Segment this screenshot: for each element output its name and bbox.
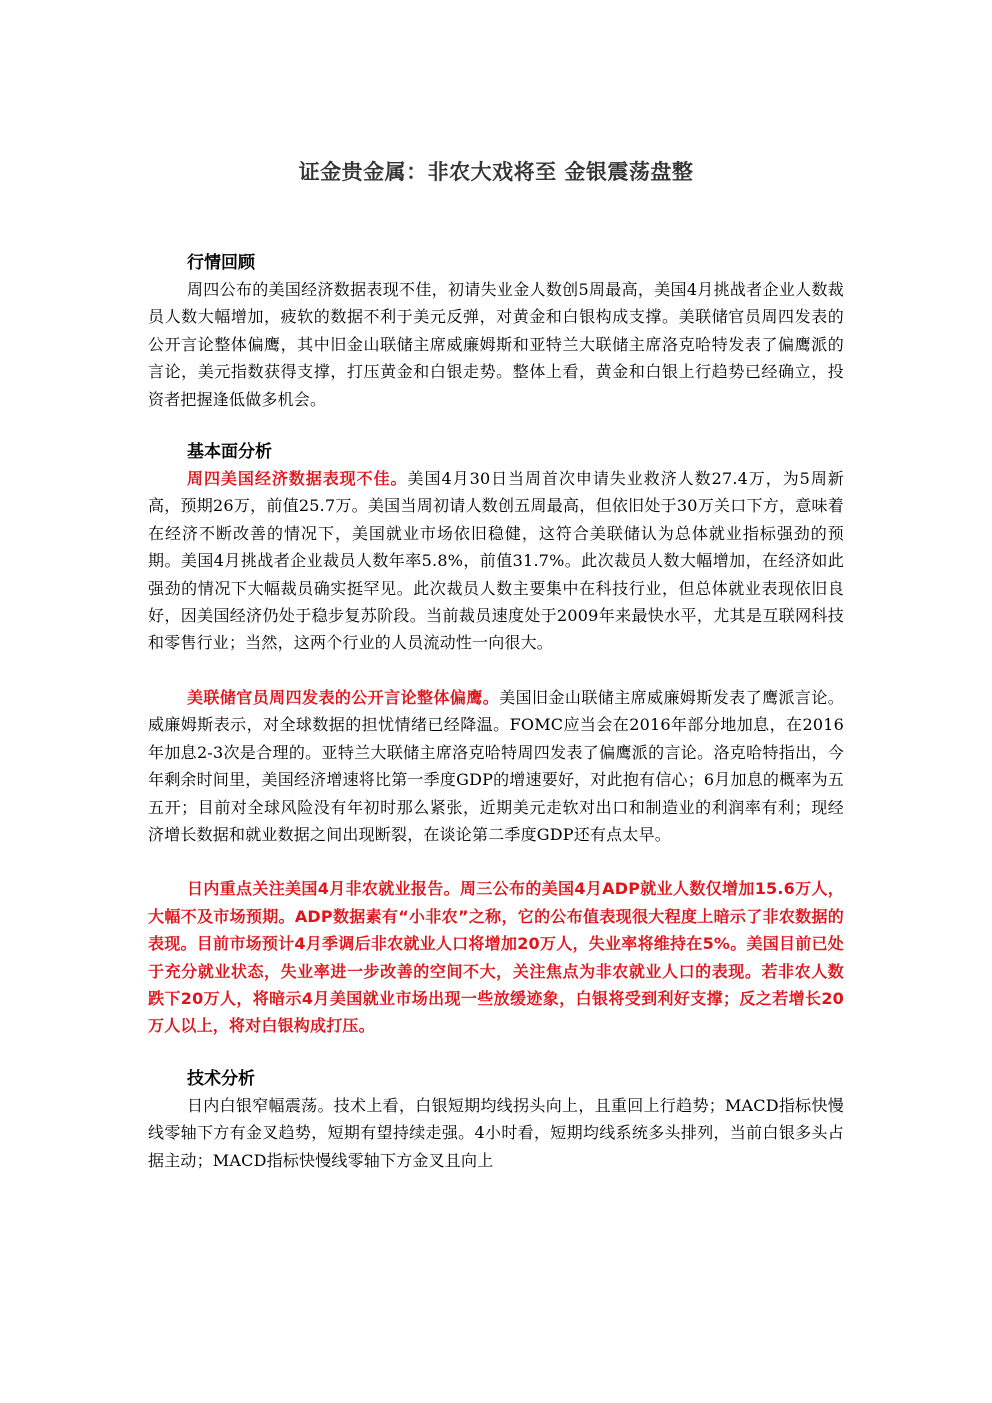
section-technical-analysis: [148, 1066, 844, 1174]
paragraph-text: 美国4月30日当周首次申请失业救济人数27.4万，为5周新高，预期26万，前值25.7万。美国当周初请人数创五周最高，但依旧处于30万关口下方，意味着在经济不断改善的情况下，美国就业市场依旧稳健，这符合美联储认为总体就业指标强劲的预期。美国4月挑战者企业裁员人数年率5.8%，前值31.7%。此次裁员人数大幅增加，在经济如此强劲的情况下大幅裁员确实挺罕见。此次裁员人数主要集中在科技行业，但总体就业表现依旧良好，因美国经济仍处于稳步复苏阶段。当前裁员速度处于2009年来最快水平，尤其是互联网科技和零售行业；当然，这两个行业的人员流动性一向很大。: [148, 469, 844, 653]
paragraph-text: 美国旧金山联储主席威廉姆斯发表了鹰派言论。威廉姆斯表示，对全球数据的担忧情绪已经降温。FOMC应当会在2016年部分地加息，在2016年加息2-3次是合理的。亚特兰大联储主席洛克哈特周四发表了偏鹰派的言论。洛克哈特指出，今年剩余时间里，美国经济增速将比第一季度GDP的增速要好，对此抱有信心；6月加息的概率为五五开；目前对全球风险没有年初时那么紧张，近期美元走软对出口和制造业的利润率有利；现经济增长数据和就业数据之间出现断裂，在谈论第二季度GDP还有点太早。: [148, 687, 844, 844]
paragraph-text: 周四公布的美国经济数据表现不佳，初请失业金人数创5周最高，美国4月挑战者企业人数裁员人数大幅增加，疲软的数据不利于美元反弹，对黄金和白银构成支撑。美联储官员周四发表的公开言论整体偏鹰，其中旧金山联储主席威廉姆斯和亚特兰大联储主席洛克哈特发表了偏鹰派的言论，美元指数获得支撑，打压黄金和白银走势。整体上看，黄金和白银上行趋势已经确立，投资者把握逢低做多机会。: [148, 280, 844, 409]
paragraph: [148, 276, 844, 413]
paragraph-lead-highlight: 美联储官员周四发表的公开言论整体偏鹰。: [187, 687, 500, 707]
paragraph-lead-highlight: 周四美国经济数据表现不佳。: [187, 469, 408, 489]
spacer: [148, 848, 844, 875]
paragraph-text: 日内白银窄幅震荡。技术上看，白银短期均线拐头向上，且重回上行趋势；MACD指标快慢线零轴下方有金叉趋势，短期有望持续走强。4小时看，短期均线系统多头排列，当前白银多头占据主动；MACD指标快慢线零轴下方金叉且向上: [148, 1095, 844, 1170]
spacer: [148, 413, 844, 439]
paragraph: [148, 465, 844, 657]
section-market-review: [148, 250, 844, 413]
paragraph-highlight: [148, 875, 844, 1039]
paragraph-text: 日内重点关注美国4月非农就业报告。周三公布的美国4月ADP就业人数仅增加15.6万人，大幅不及市场预期。ADP数据素有“小非农”之称，它的公布值表现很大程度上暗示了非农数据的表现。目前市场预计4月季调后非农就业人口将增加20万人，失业率将维持在5%。美国目前已处于充分就业状态，失业率进一步改善的空间不大，关注焦点为非农就业人口的表现。若非农人数跌下20万人，将暗示4月美国就业市场出现一些放缓迹象，白银将受到利好支撑；反之若增长20万人以上，将对白银构成打压。: [148, 879, 844, 1036]
spacer: [148, 1040, 844, 1066]
section-heading: 技术分析: [187, 1068, 255, 1089]
section-heading: 基本面分析: [187, 442, 272, 463]
paragraph: [148, 1092, 844, 1174]
section-heading: 行情回顾: [187, 253, 255, 273]
paragraph: [148, 684, 844, 848]
document-title: 证金贵金属：非农大戏将至 金银震荡盘整: [298, 160, 694, 184]
document-body: [148, 250, 844, 1174]
section-fundamental-analysis: [148, 439, 844, 1040]
spacer: [148, 657, 844, 684]
